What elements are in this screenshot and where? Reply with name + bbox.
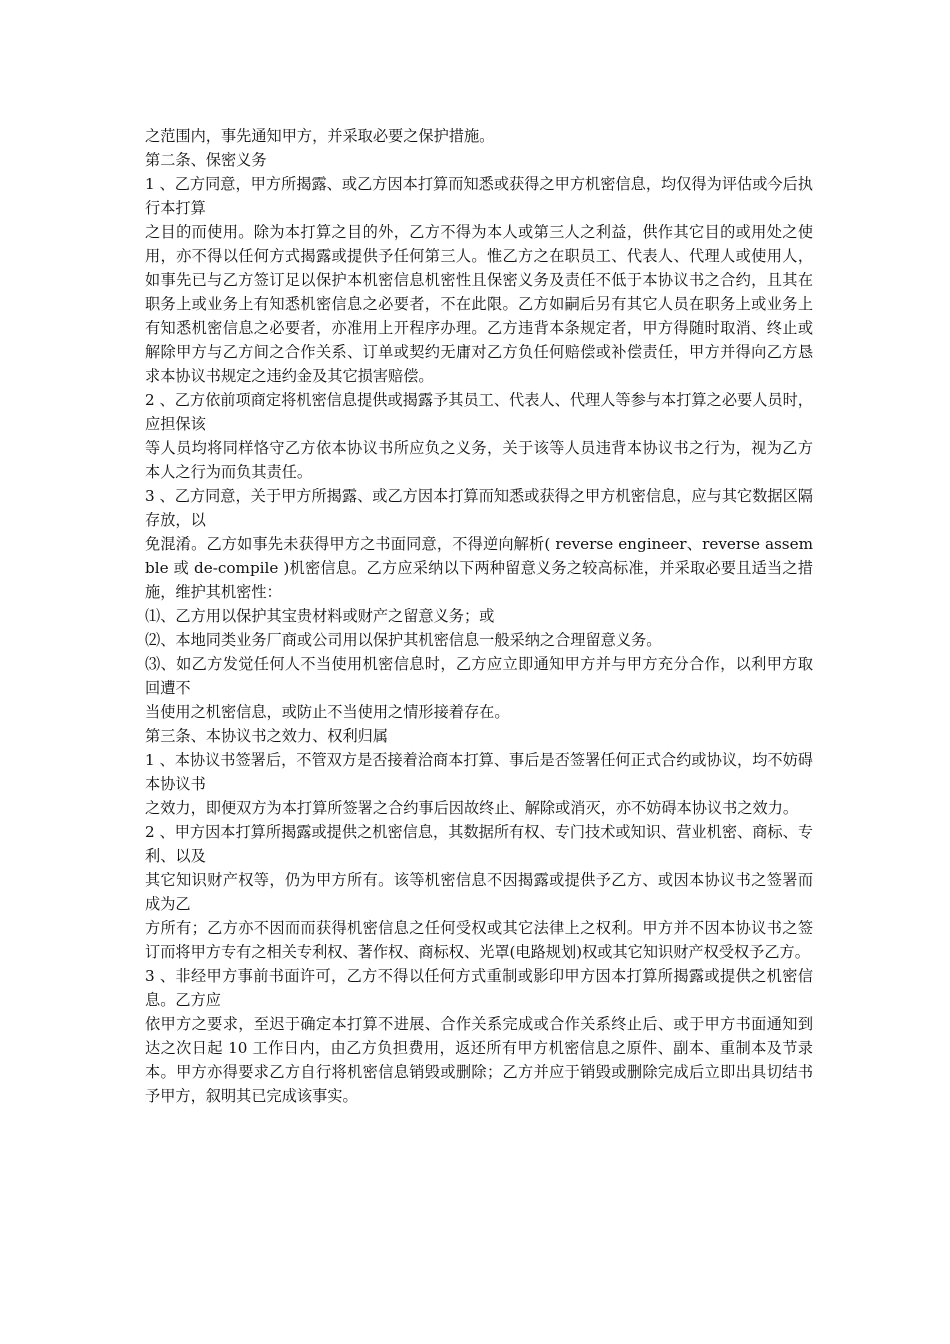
paragraph: 之效力，即便双方为本打算所签署之合约事后因故终止、解除或消灭，亦不妨碍本协议书之效力。 bbox=[145, 799, 799, 817]
paragraph: 3 、非经甲方事前书面许可，乙方不得以任何方式重制或影印甲方因本打算所揭露或提供之机密信息。乙方应 bbox=[145, 967, 813, 1009]
paragraph: 等人员均将同样恪守乙方依本协议书所应负之义务，关于该等人员违背本协议书之行为，视为乙方本人之行为而负其责任。 bbox=[145, 439, 813, 481]
list-item: ⑶、如乙方发觉任何人不当使用机密信息时，乙方应立即通知甲方并与甲方充分合作，以利甲方取回遭不 bbox=[145, 655, 813, 697]
section-heading: 第二条、保密义务 bbox=[145, 151, 267, 169]
paragraph: 方所有；乙方亦不因而而获得机密信息之任何受权或其它法律上之权利。甲方并不因本协议书之签订而将甲方专有之相关专利权、著作权、商标权、光罩(电路规划)权或其它知识财产权受权予乙方。 bbox=[145, 919, 813, 961]
paragraph: 1 、本协议书签署后，不管双方是否接着洽商本打算、事后是否签署任何正式合约或协议，均不妨碍本协议书 bbox=[145, 751, 813, 793]
paragraph: 2 、乙方依前项商定将机密信息提供或揭露予其员工、代表人、代理人等参与本打算之必要人员时，应担保该 bbox=[145, 391, 813, 433]
paragraph: 之目的而使用。除为本打算之目的外，乙方不得为本人或第三人之利益，供作其它目的或用处之使用，亦不得以任何方式揭露或提供予任何第三人。惟乙方之在职员工、代表人、代理人或使用人，如事先已与乙方签订足以保护本机密信息机密性且保密义务及责任不低于本协议书之合约，且其在职务上或业务上有知悉机密信息之必要者，不在此限。乙方如嗣后另有其它人员在职务上或业务上有知悉机密信息之必要者，亦准用上开程序办理。乙方违背本条规定者，甲方得随时取消、终止或解除甲方与乙方间之合作关系、订单或契约无庸对乙方负任何赔偿或补偿责任，甲方并得向乙方恳求本协议书规定之违约金及其它损害赔偿。 bbox=[145, 223, 813, 385]
paragraph: 免混淆。乙方如事先未获得甲方之书面同意，不得逆向解析( reverse engineer、reverse assemble 或 de-compile )机密信息。乙方应采纳以下两种留意义务之较高标准，并采取必要且适当之措施，维护其机密性： bbox=[145, 535, 813, 601]
paragraph: 其它知识财产权等，仍为甲方所有。该等机密信息不因揭露或提供予乙方、或因本协议书之签署而成为乙 bbox=[145, 871, 813, 913]
paragraph: 依甲方之要求，至迟于确定本打算不进展、合作关系完成或合作关系终止后、或于甲方书面通知到达之次日起 10 工作日内，由乙方负担费用，返还所有甲方机密信息之原件、副本、重制本及节录本。甲方亦得要求乙方自行将机密信息销毁或删除；乙方并应于销毁或删除完成后立即出具切结书予甲方，叙明其已完成该事实。 bbox=[145, 1015, 813, 1105]
paragraph: 2 、甲方因本打算所揭露或提供之机密信息，其数据所有权、专门技术或知识、营业机密、商标、专利、以及 bbox=[145, 823, 813, 865]
section-heading: 第三条、本协议书之效力、权利归属 bbox=[145, 727, 388, 745]
paragraph: 当使用之机密信息，或防止不当使用之情形接着存在。 bbox=[145, 703, 510, 721]
paragraph: 1 、乙方同意，甲方所揭露、或乙方因本打算而知悉或获得之甲方机密信息，均仅得为评估或今后执行本打算 bbox=[145, 175, 813, 217]
document-body bbox=[145, 124, 813, 1108]
list-item: ⑴、乙方用以保护其宝贵材料或财产之留意义务；或 bbox=[145, 607, 495, 625]
paragraph: 3 、乙方同意，关于甲方所揭露、或乙方因本打算而知悉或获得之甲方机密信息，应与其它数据区隔存放，以 bbox=[145, 487, 813, 529]
list-item: ⑵、本地同类业务厂商或公司用以保护其机密信息一般采纳之合理留意义务。 bbox=[145, 631, 662, 649]
paragraph: 之范围内，事先通知甲方，并采取必要之保护措施。 bbox=[145, 127, 495, 145]
